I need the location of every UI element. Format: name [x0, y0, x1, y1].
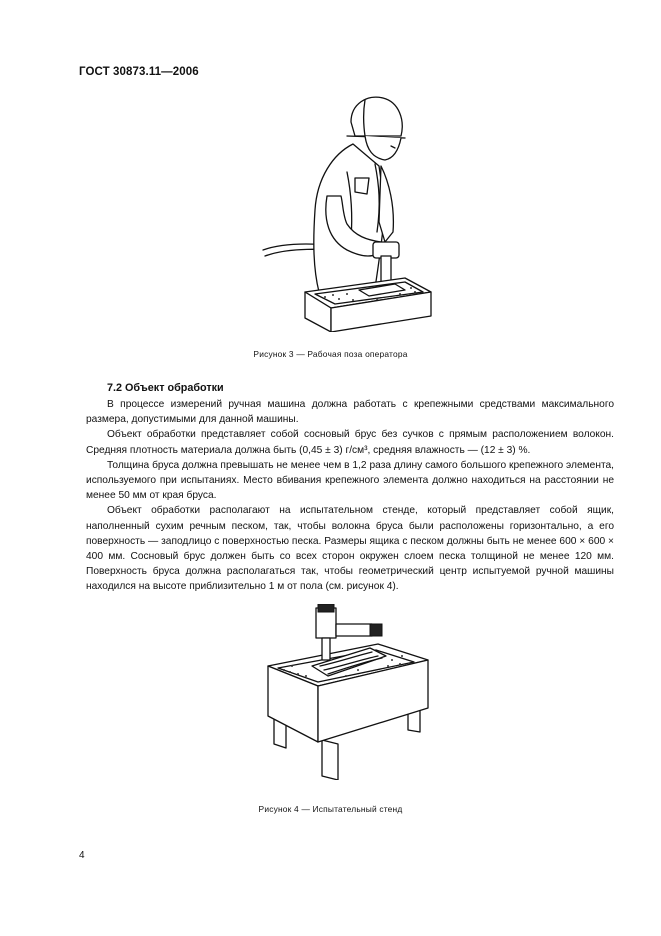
operator-with-nailer-illustration: [255, 92, 445, 332]
figure-3-caption: Рисунок 3 — Рабочая поза оператора: [253, 349, 408, 359]
paragraph-2: Объект обработки представляет собой сосновый брус без сучков с прямым расположением волокон. Средняя плотность материала должна быть (0,45 ± 3) г/см³, средняя влажность — (12 ± 3) %.: [86, 429, 614, 456]
document-header: ГОСТ 30873.11—2006: [79, 66, 199, 78]
section-title: 7.2 Объект обработки: [107, 382, 224, 394]
paragraph-4: Объект обработки располагают на испытательном стенде, который представляет собой ящик, наполненный сухим речным песком, так, чтобы волокна бруса были расположены горизонтально, а его поверхность — заподлицо с поверхностью песка. Размеры ящика с песком должны быть не менее 600 × 600 × 400 мм. Сосновый брус должен быть со всех сторон окружен слоем песка толщиной не менее 120 мм. Поверхность бруса должна располагаться так, чтобы геометрический центр испытуемой ручной машины находился на высоте приблизительно 1 м от пола (см. рисунок 4).: [86, 505, 614, 593]
paragraph-3: Толщина бруса должна превышать не менее чем в 1,2 раза длину самого большого крепежного элемента, используемого при испытаниях. Место вбивания крепежного элемента должно находиться на расстоянии не менее 50 мм от края бруса.: [86, 459, 614, 502]
page-number: 4: [79, 850, 85, 861]
section-body: [86, 397, 614, 595]
paragraph-1: В процессе измерений ручная машина должна работать с крепежными средствами максимального размера, допустимыми для данной машины.: [86, 399, 614, 426]
test-stand-sandbox-illustration: [262, 604, 440, 780]
figure-4-caption: Рисунок 4 — Испытательный стенд: [258, 804, 403, 814]
